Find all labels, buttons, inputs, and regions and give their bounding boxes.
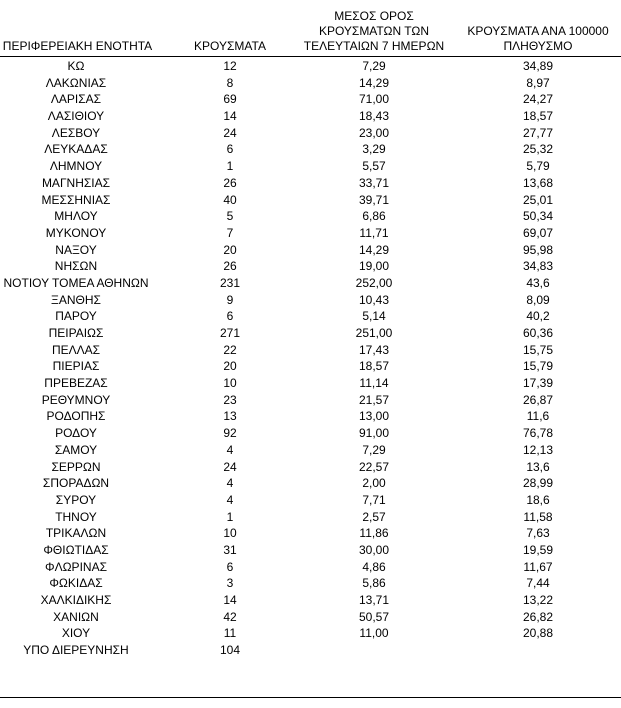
table-row — [0, 292, 621, 309]
cell-7day-average: 22,57 — [358, 459, 390, 474]
table-row — [0, 459, 621, 476]
cell-7day-average: 5,57 — [362, 159, 386, 174]
cell-cases: 24 — [223, 125, 237, 140]
table-row — [0, 442, 621, 459]
cell-cases: 14 — [223, 593, 237, 607]
cell-7day-average: 11,00 — [359, 626, 389, 641]
cell-cases-per-100000: 26,82 — [522, 609, 554, 624]
cell-regional-unit: ΛΑΡΙΣΑΣ — [50, 92, 102, 107]
cell-cases: 4 — [226, 492, 234, 507]
cell-cases: 6 — [226, 142, 234, 157]
table-row — [0, 592, 621, 609]
table-row — [0, 559, 621, 576]
cell-regional-unit: ΧΑΛΚΙΔΙΚΗΣ — [40, 593, 112, 607]
cell-regional-unit: ΣΕΡΡΩΝ — [51, 459, 101, 474]
table-row — [0, 158, 621, 175]
cell-regional-unit: ΛΕΥΚΑΔΑΣ — [44, 142, 108, 157]
table-row — [0, 258, 621, 275]
cell-7day-average: 2,57 — [362, 509, 386, 524]
table-row — [0, 475, 621, 492]
cell-cases-per-100000: 24,27 — [522, 92, 554, 107]
cell-cases: 14 — [223, 109, 237, 124]
cell-cases: 11 — [223, 626, 237, 641]
cell-cases: 231 — [219, 275, 241, 290]
cell-7day-average: 14,29 — [358, 75, 390, 90]
cell-regional-unit: ΛΑΣΙΘΙΟΥ — [47, 109, 105, 124]
table-row — [0, 192, 621, 209]
cell-cases: 26 — [223, 259, 237, 274]
cell-7day-average: 30,00 — [358, 542, 390, 557]
cell-regional-unit: ΛΕΣΒΟΥ — [51, 125, 101, 140]
cell-7day-average: 7,29 — [362, 59, 386, 73]
cell-cases-per-100000: 25,01 — [522, 192, 554, 207]
cell-regional-unit: ΛΑΚΩΝΙΑΣ — [45, 75, 107, 90]
table-row — [0, 375, 621, 392]
cell-cases-per-100000: 7,63 — [526, 526, 550, 541]
cell-regional-unit: ΧΙΟΥ — [61, 626, 91, 641]
cell-cases: 42 — [223, 609, 237, 624]
cell-cases: 26 — [223, 175, 237, 190]
cell-cases: 22 — [223, 342, 237, 357]
table-row — [0, 358, 621, 375]
cell-regional-unit: ΤΡΙΚΑΛΩΝ — [45, 526, 107, 541]
table-row — [0, 141, 621, 158]
cell-7day-average: 7,29 — [362, 442, 386, 457]
cell-cases-per-100000: 11,67 — [523, 559, 553, 574]
cell-cases-per-100000: 11,6 — [526, 409, 550, 424]
cell-regional-unit: ΚΩ — [67, 59, 85, 73]
cell-cases-per-100000: 50,34 — [522, 209, 554, 224]
cell-cases-per-100000: 8,97 — [526, 75, 550, 90]
table-row — [0, 75, 621, 92]
cell-regional-unit: ΤΗΝΟΥ — [55, 509, 97, 524]
cell-cases-per-100000: 60,36 — [522, 326, 554, 340]
cell-7day-average: 19,00 — [358, 259, 390, 274]
header-7day-average: ΜΕΣΟΣ ΟΡΟΣ ΚΡΟΥΣΜΑΤΩΝ ΤΩΝ ΤΕΛΕΥΤΑΙΩΝ 7 ΗΜΕΡΩΝ — [303, 9, 445, 53]
cell-cases-per-100000: 76,78 — [522, 426, 554, 441]
table-row — [0, 225, 621, 242]
cell-7day-average: 11,86 — [359, 526, 389, 541]
cell-cases: 104 — [219, 643, 241, 658]
cell-cases: 10 — [223, 376, 237, 391]
table-row — [0, 275, 621, 292]
cell-7day-average: 71,00 — [358, 92, 390, 107]
cell-cases-per-100000: 34,83 — [522, 259, 554, 274]
cell-7day-average: 7,71 — [362, 492, 386, 507]
cell-cases: 10 — [223, 526, 237, 541]
table-row — [0, 308, 621, 325]
header-cases-per-100000: ΚΡΟΥΣΜΑΤΑ ΑΝΑ 100000 ΠΛΗΘΥΣΜΟ — [467, 24, 609, 53]
cell-regional-unit: ΛΗΜΝΟΥ — [49, 159, 103, 174]
cell-cases: 6 — [226, 559, 234, 574]
cell-cases-per-100000: 17,39 — [522, 376, 554, 391]
table-row — [0, 342, 621, 359]
cell-7day-average: 10,43 — [358, 292, 390, 307]
cell-cases: 5 — [226, 209, 234, 224]
cell-cases-per-100000: 5,79 — [526, 159, 550, 174]
header-cases: ΚΡΟΥΣΜΑΤΑ — [194, 39, 266, 53]
cell-7day-average: 50,57 — [358, 609, 390, 624]
cell-7day-average: 2,00 — [362, 476, 386, 491]
cell-regional-unit: ΞΑΝΘΗΣ — [51, 292, 101, 307]
cell-cases: 31 — [223, 542, 237, 557]
cell-regional-unit: ΧΑΝΙΩΝ — [53, 609, 99, 624]
table-row — [0, 58, 621, 75]
cell-cases: 40 — [223, 192, 237, 207]
cell-cases: 3 — [226, 576, 234, 591]
table-row — [0, 492, 621, 509]
cell-cases-per-100000: 18,57 — [522, 109, 554, 124]
table-row — [0, 642, 621, 659]
table-row — [0, 392, 621, 409]
cell-7day-average: 5,14 — [362, 309, 386, 324]
cell-cases-per-100000: 7,44 — [526, 576, 550, 591]
cell-cases: 4 — [226, 442, 234, 457]
cell-cases-per-100000: 13,6 — [526, 459, 550, 474]
bottom-rule — [0, 697, 621, 698]
cell-regional-unit: ΦΘΙΩΤΙΔΑΣ — [43, 542, 109, 557]
cell-cases-per-100000: 95,98 — [522, 242, 554, 257]
cell-regional-unit: ΝΑΞΟΥ — [55, 242, 97, 257]
cell-cases-per-100000: 26,87 — [522, 392, 554, 407]
table-row — [0, 609, 621, 626]
cell-regional-unit: ΠΑΡΟΥ — [55, 309, 97, 324]
cell-cases: 8 — [226, 75, 234, 90]
table-header — [0, 0, 621, 57]
cell-cases-per-100000: 27,77 — [522, 125, 554, 140]
cell-cases-per-100000: 13,68 — [522, 175, 554, 190]
cell-7day-average: 23,00 — [358, 125, 390, 140]
cell-7day-average: 18,43 — [358, 109, 390, 124]
cell-cases: 4 — [226, 476, 234, 491]
cell-cases: 20 — [223, 242, 237, 257]
table-row — [0, 575, 621, 592]
cell-cases: 1 — [226, 509, 234, 524]
cell-regional-unit: ΜΑΓΝΗΣΙΑΣ — [41, 175, 111, 190]
cell-regional-unit: ΦΩΚΙΔΑΣ — [49, 576, 103, 591]
cell-7day-average: 11,14 — [359, 376, 389, 391]
cell-regional-unit: ΠΙΕΡΙΑΣ — [52, 359, 100, 374]
cell-cases-per-100000: 28,99 — [522, 476, 554, 491]
cell-regional-unit: ΝΗΣΩΝ — [54, 259, 98, 274]
cell-7day-average: 17,43 — [358, 342, 390, 357]
table-row — [0, 175, 621, 192]
cell-7day-average: 6,86 — [362, 209, 386, 224]
cell-regional-unit: ΠΡΕΒΕΖΑΣ — [44, 376, 108, 391]
cell-cases-per-100000: 15,79 — [522, 359, 554, 374]
cell-regional-unit: ΣΑΜΟΥ — [54, 442, 98, 457]
cell-cases-per-100000: 15,75 — [522, 342, 554, 357]
cell-7day-average: 14,29 — [358, 242, 390, 257]
cell-cases: 7 — [226, 225, 234, 240]
cell-cases-per-100000: 19,59 — [522, 542, 554, 557]
table-row — [0, 408, 621, 425]
cell-cases: 20 — [223, 359, 237, 374]
cell-7day-average: 5,86 — [362, 576, 386, 591]
cell-cases-per-100000: 40,2 — [526, 309, 550, 324]
cell-regional-unit: ΣΠΟΡΑΔΩΝ — [42, 476, 110, 491]
table-row — [0, 108, 621, 125]
header-regional-unit: ΠΕΡΙΦΕΡΕΙΑΚΗ ΕΝΟΤΗΤΑ — [2, 39, 153, 53]
table-row — [0, 325, 621, 342]
cell-regional-unit: ΝΟΤΙΟΥ ΤΟΜΕΑ ΑΘΗΝΩΝ — [3, 275, 149, 290]
cell-cases-per-100000: 18,6 — [526, 492, 550, 507]
cell-7day-average: 91,00 — [358, 426, 390, 441]
cell-regional-unit: ΡΟΔΟΠΗΣ — [46, 409, 106, 424]
table-row — [0, 525, 621, 542]
table-row — [0, 125, 621, 142]
table-row — [0, 509, 621, 526]
cell-regional-unit: ΜΕΣΣΗΝΙΑΣ — [41, 192, 111, 207]
cell-regional-unit: ΣΥΡΟΥ — [55, 492, 97, 507]
cell-cases: 12 — [223, 59, 237, 73]
cell-7day-average: 21,57 — [358, 392, 390, 407]
cell-cases-per-100000: 69,07 — [522, 225, 554, 240]
cell-7day-average: 3,29 — [362, 142, 386, 157]
cell-cases-per-100000: 11,58 — [523, 509, 553, 524]
table-row — [0, 542, 621, 559]
cell-cases: 6 — [226, 309, 234, 324]
cell-regional-unit: ΠΕΙΡΑΙΩΣ — [48, 326, 104, 340]
cell-7day-average: 13,71 — [358, 593, 390, 607]
table-row — [0, 242, 621, 259]
cell-cases: 92 — [223, 426, 237, 441]
cell-cases-per-100000: 20,88 — [522, 626, 554, 641]
cell-cases-per-100000: 13,22 — [522, 593, 554, 607]
cell-cases: 13 — [223, 409, 237, 424]
cell-regional-unit: ΡΟΔΟΥ — [55, 426, 97, 441]
cell-cases: 23 — [223, 392, 237, 407]
table-body — [0, 58, 621, 659]
cell-7day-average: 251,00 — [355, 326, 393, 340]
cell-7day-average: 33,71 — [358, 175, 390, 190]
cell-regional-unit: ΦΛΩΡΙΝΑΣ — [45, 559, 107, 574]
cell-regional-unit: ΜΗΛΟΥ — [54, 209, 98, 224]
cell-cases: 1 — [226, 159, 234, 174]
cell-7day-average: 11,71 — [359, 225, 389, 240]
cell-7day-average: 13,00 — [358, 409, 390, 424]
table-row — [0, 425, 621, 442]
cell-regional-unit: ΜΥΚΟΝΟΥ — [45, 225, 107, 240]
cell-cases: 9 — [226, 292, 234, 307]
table-row — [0, 91, 621, 108]
cell-cases: 271 — [219, 326, 241, 340]
cell-7day-average: 252,00 — [355, 275, 393, 290]
cell-regional-unit: ΠΕΛΛΑΣ — [51, 342, 101, 357]
cell-cases-per-100000: 25,32 — [522, 142, 554, 157]
cell-cases-per-100000: 8,09 — [526, 292, 550, 307]
table-row — [0, 625, 621, 642]
table-row — [0, 208, 621, 225]
cell-cases: 69 — [223, 92, 237, 107]
cell-cases-per-100000: 34,89 — [522, 59, 554, 73]
cell-cases-per-100000: 43,6 — [526, 275, 550, 290]
cell-regional-unit: ΥΠΟ ΔΙΕΡΕΥΝΗΣΗ — [23, 643, 129, 658]
cell-7day-average: 39,71 — [358, 192, 390, 207]
cell-7day-average: 18,57 — [358, 359, 390, 374]
cell-regional-unit: ΡΕΘΥΜΝΟΥ — [41, 392, 111, 407]
cell-7day-average: 4,86 — [362, 559, 386, 574]
cell-cases-per-100000: 12,13 — [522, 442, 554, 457]
cell-cases: 24 — [223, 459, 237, 474]
